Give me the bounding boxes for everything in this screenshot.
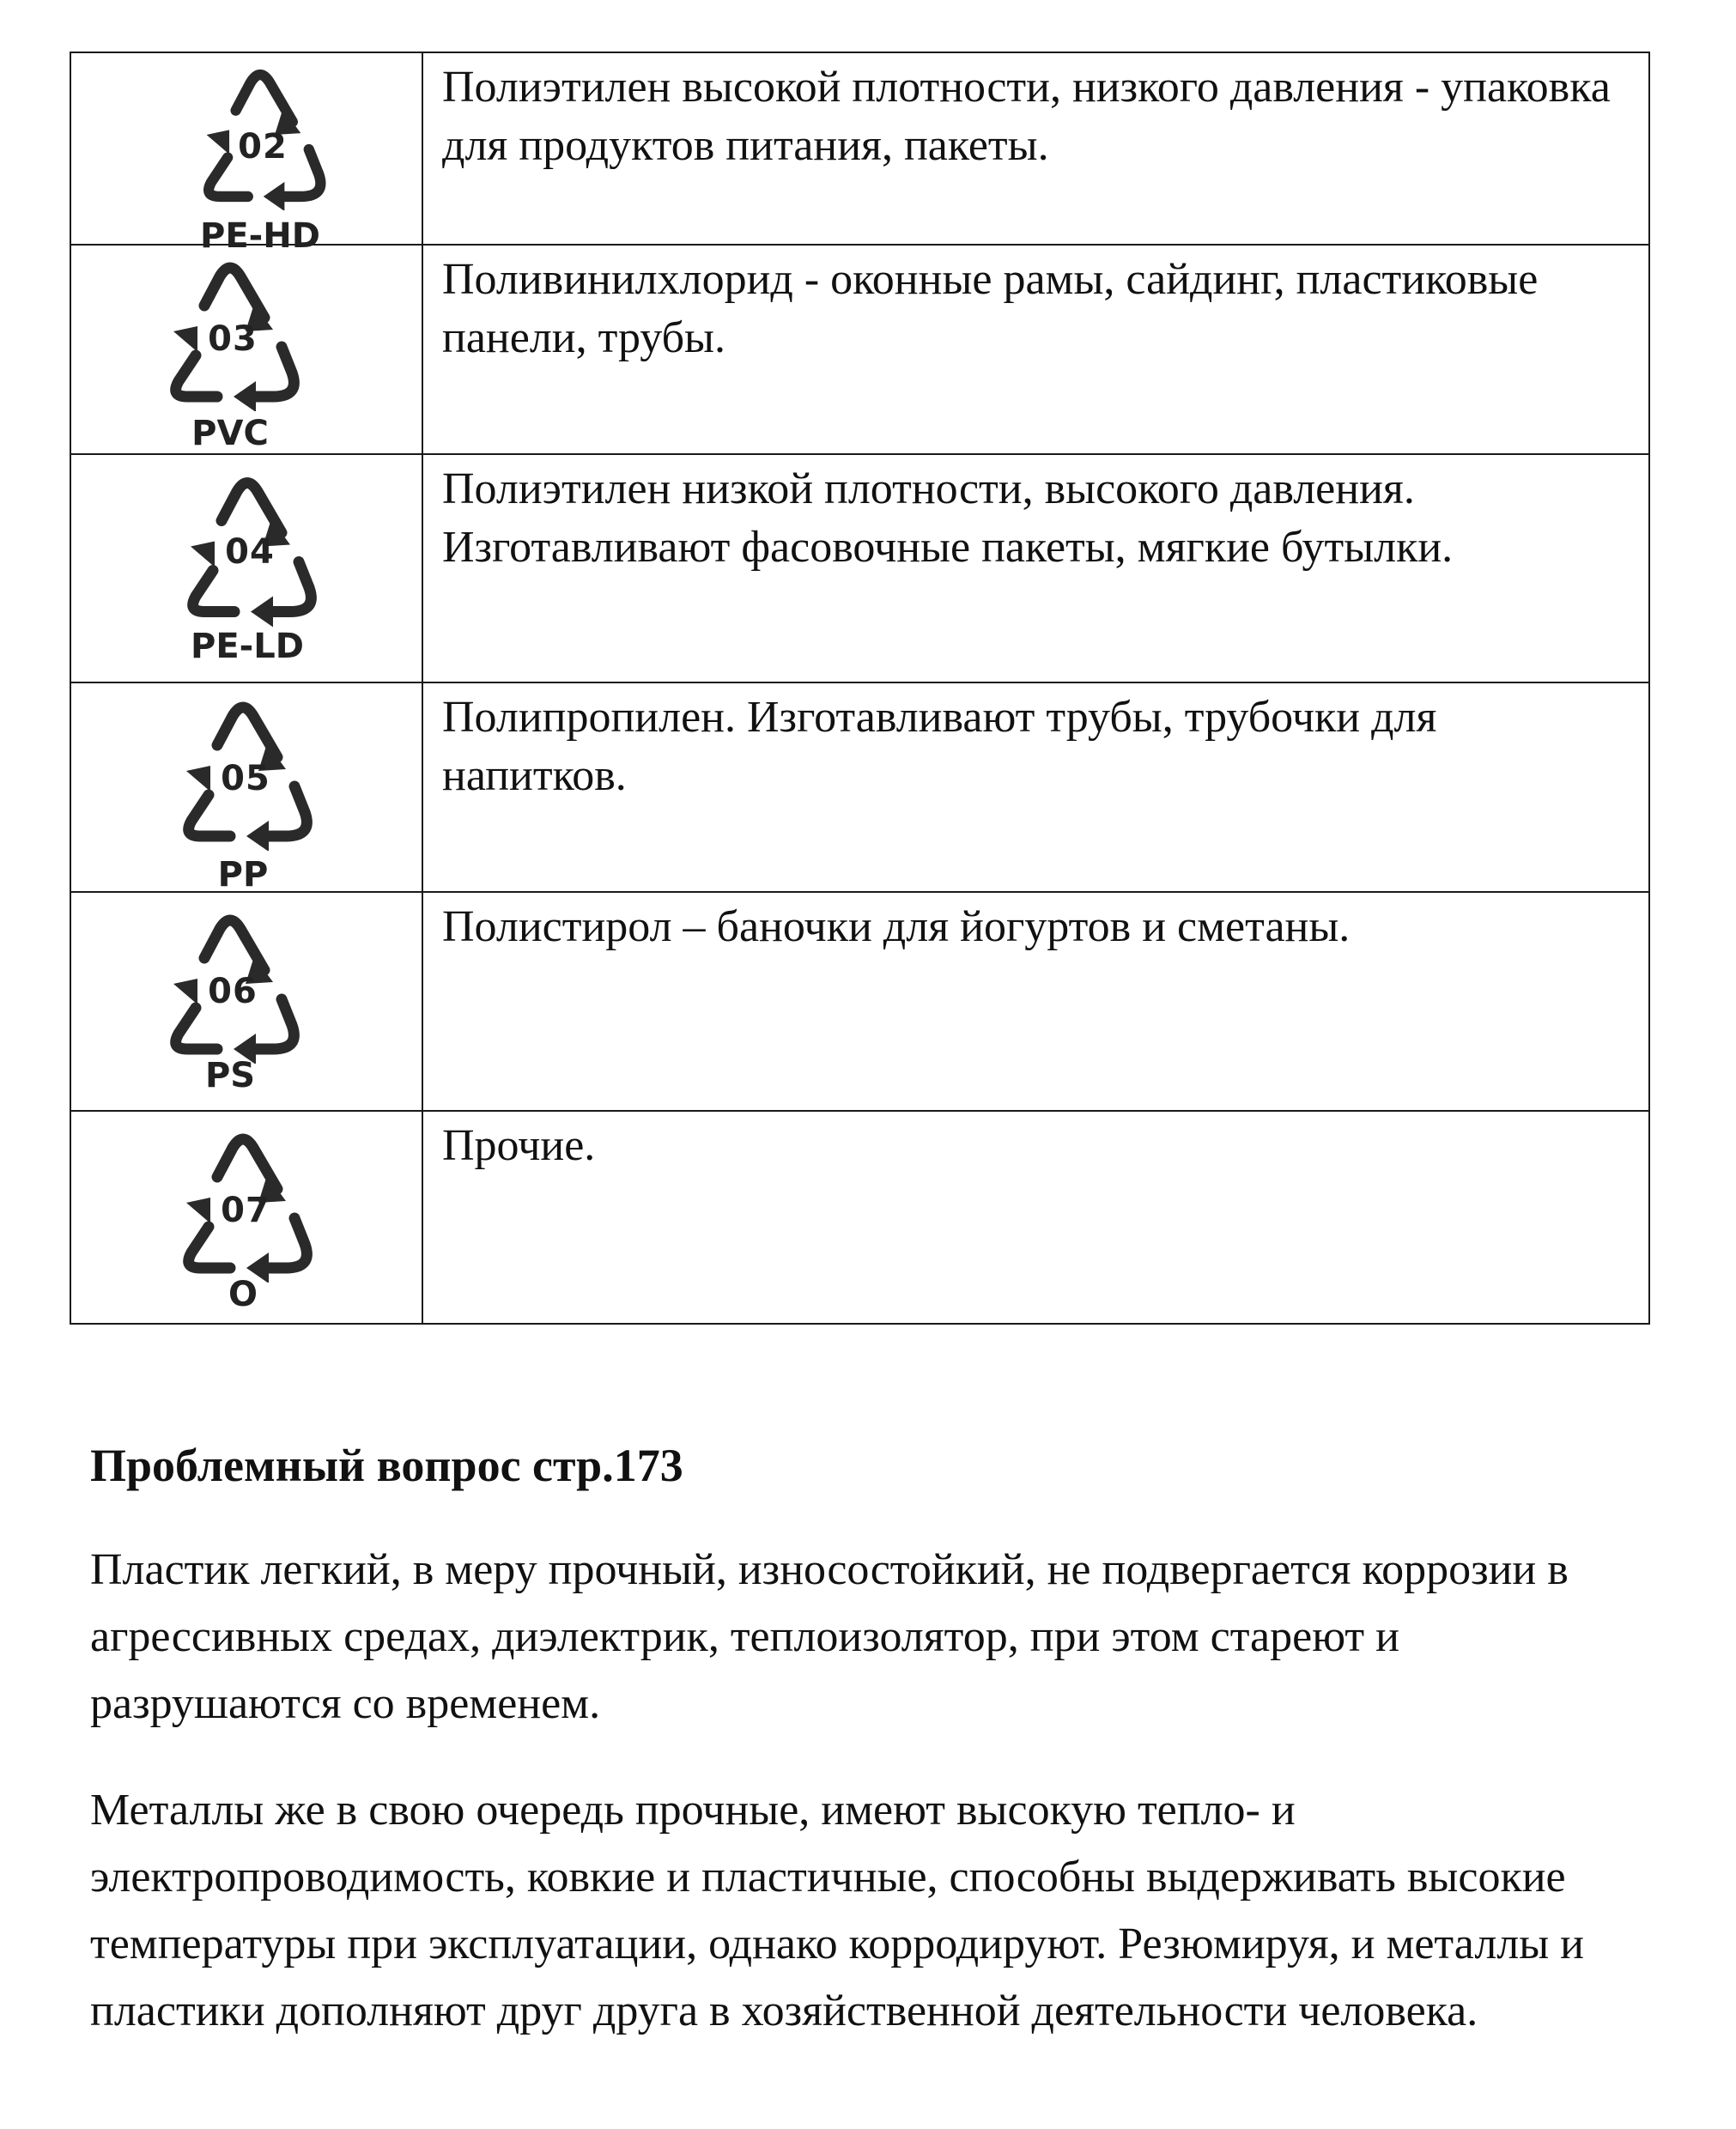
resin-code: O <box>228 1275 258 1314</box>
resin-code: PP <box>217 855 269 895</box>
symbol-cell <box>70 682 422 895</box>
description-cell: Полистирол – баночки для йогуртов и сметаны. <box>422 892 1649 1111</box>
description-cell: Прочие. <box>422 1111 1649 1324</box>
symbol-cell <box>70 52 422 256</box>
paragraph: Пластик легкий, в меру прочный, износостойкий, не подвергается коррозии в агрессивных средах, диэлектрик, теплоизолятор, при этом стареют и разрушаются со временем. <box>90 1545 1569 1728</box>
recycling-triangle-icon <box>88 893 363 1110</box>
table-row <box>70 682 1649 892</box>
section-heading: Проблемный вопрос стр.173 <box>90 1440 683 1491</box>
table-row <box>70 892 1649 1111</box>
resin-code: PE-HD <box>200 216 320 256</box>
description-cell: Полиэтилен низкой плотности, высокого давления. Изготавливают фасовочные пакеты, мягкие бутылки. <box>422 454 1649 682</box>
resin-number: 06 <box>208 972 258 1011</box>
recycling-triangle-icon <box>88 1112 363 1323</box>
recycling-triangle-icon <box>88 246 363 453</box>
table-row <box>70 1111 1649 1324</box>
table-row <box>70 52 1649 245</box>
description-cell: Поливинилхлорид - оконные рамы, сайдинг, пластиковые панели, трубы. <box>422 245 1649 454</box>
plastics-table <box>70 52 1650 1325</box>
resin-code: PS <box>204 1056 256 1095</box>
symbol-cell <box>70 892 422 1111</box>
description-cell: Полипропилен. Изготавливают трубы, трубочки для напитков. <box>422 682 1649 892</box>
recycling-triangle-icon <box>88 53 363 256</box>
resin-code: PVC <box>191 414 269 453</box>
resin-number: 03 <box>208 319 258 359</box>
resin-number: 07 <box>221 1191 270 1230</box>
description-cell: Полиэтилен высокой плотности, низкого давления - упаковка для продуктов питания, пакеты. <box>422 52 1649 245</box>
table-row <box>70 245 1649 454</box>
recycling-triangle-icon <box>88 455 363 682</box>
table-row <box>70 454 1649 682</box>
recycling-triangle-icon <box>88 683 363 895</box>
resin-code: PE-LD <box>191 627 304 666</box>
resin-number: 05 <box>221 759 270 798</box>
paragraph: Металлы же в свою очередь прочные, имеют высокую тепло- и электропроводимость, ковкие и пластичные, способны выдерживать высокие температуры при эксплуатации, однако корродируют. Резюмируя, и металлы и пластики дополняют друг друга в хозяйственной деятельности человека. <box>90 1786 1584 2035</box>
symbol-cell <box>70 454 422 682</box>
symbol-cell <box>70 245 422 454</box>
resin-number: 02 <box>238 127 288 167</box>
symbol-cell <box>70 1111 422 1324</box>
resin-number: 04 <box>225 532 275 572</box>
